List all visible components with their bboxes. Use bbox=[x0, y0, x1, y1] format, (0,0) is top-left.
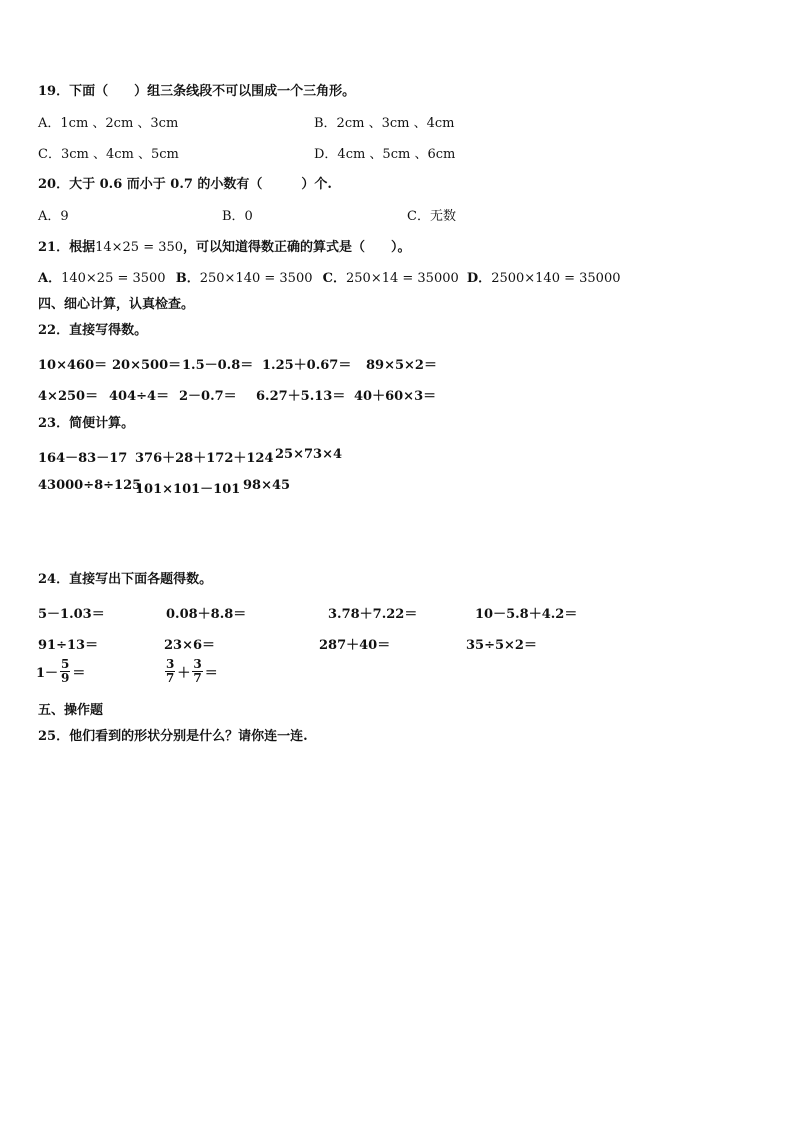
q24-fraction-expr-2 bbox=[163, 658, 218, 685]
fraction-denominator: 9 bbox=[61, 671, 70, 685]
q21-option-c: 250×14 = 35000 bbox=[346, 271, 459, 286]
q24-fraction-expr-1 bbox=[36, 658, 85, 685]
q21-option-d: 2500×140 = 35000 bbox=[491, 271, 621, 286]
q22-row2-item: 404÷4＝ bbox=[109, 389, 170, 404]
q24-stem: 24．直接写出下面各题得数。 bbox=[38, 572, 213, 587]
fraction-numerator: 3 bbox=[166, 657, 175, 671]
q21-stem-equation: 14×25 = 350 bbox=[95, 240, 184, 255]
q23-row1-item: 164－83－17 bbox=[38, 451, 128, 466]
q24-row2-item: 23×6＝ bbox=[164, 638, 216, 653]
q20-option-a: A．9 bbox=[38, 209, 69, 224]
q21-option-c-label: C． bbox=[322, 271, 346, 286]
q20-option-b: B．0 bbox=[222, 209, 253, 224]
q19-option-a: A．1cm 、2cm 、3cm bbox=[38, 116, 179, 131]
fraction-numerator: 3 bbox=[193, 657, 202, 671]
q22-row1-item: 89×5×2＝ bbox=[366, 358, 437, 373]
q22-row1-item: 20×500＝ bbox=[112, 358, 182, 373]
q19-stem: 19．下面（ ）组三条线段不可以围成一个三角形。 bbox=[38, 84, 356, 99]
fraction-denominator: 7 bbox=[193, 671, 202, 685]
q21-option-b-label: B． bbox=[175, 271, 200, 286]
fraction bbox=[192, 658, 202, 685]
q21-stem-pre: 21．根据 bbox=[38, 240, 96, 255]
q24-row2-item: 35÷5×2＝ bbox=[466, 638, 537, 653]
q20-stem: 20．大于 0.6 而小于 0.7 的小数有（ ）个. bbox=[38, 177, 332, 192]
q19-option-d: D．4cm 、5cm 、6cm bbox=[314, 147, 456, 162]
fraction bbox=[60, 658, 70, 685]
q22-row1-item: 10×460＝ bbox=[38, 358, 108, 373]
q21-option-d-label: D． bbox=[466, 271, 492, 286]
q23-row1-item: 376＋28＋172＋124 bbox=[135, 451, 274, 466]
q23-row1-item: 25×73×4 bbox=[275, 447, 343, 462]
q24-row1-item: 0.08＋8.8＝ bbox=[166, 607, 247, 622]
q21-stem-post: ，可以知道得数正确的算式是（ ）。 bbox=[183, 240, 411, 255]
q19-option-c: C．3cm 、4cm 、5cm bbox=[38, 147, 179, 162]
fraction-expr-pre: 1－ bbox=[36, 666, 59, 681]
fraction-expr-post: ＝ bbox=[72, 666, 86, 681]
q24-row1-item: 3.78＋7.22＝ bbox=[328, 607, 418, 622]
fraction-expr-post: ＝ bbox=[204, 666, 218, 681]
q20-option-c: C．无数 bbox=[407, 209, 456, 224]
q21-stem bbox=[38, 240, 411, 256]
q25-stem: 25．他们看到的形状分别是什么？请你连一连. bbox=[38, 729, 308, 744]
q23-stem: 23．简便计算。 bbox=[38, 416, 135, 431]
q21-option-a: 140×25 = 3500 bbox=[61, 271, 166, 286]
q21-options bbox=[38, 271, 621, 287]
q23-row2-item: 101×101－101 bbox=[135, 482, 241, 497]
q22-stem: 22．直接写得数。 bbox=[38, 323, 148, 338]
fraction bbox=[165, 658, 175, 685]
q24-row2-item: 91÷13＝ bbox=[38, 638, 99, 653]
q24-row1-item: 10－5.8＋4.2＝ bbox=[475, 607, 578, 622]
q22-row1-item: 1.5－0.8＝ bbox=[182, 358, 254, 373]
fraction-denominator: 7 bbox=[166, 671, 175, 685]
q22-row2-item: 2－0.7＝ bbox=[179, 389, 237, 404]
q19-option-b: B．2cm 、3cm 、4cm bbox=[314, 116, 455, 131]
fraction-expr-op: ＋ bbox=[177, 666, 191, 681]
q21-option-b: 250×140 = 3500 bbox=[199, 271, 313, 286]
q22-row2-item: 6.27＋5.13＝ bbox=[256, 389, 346, 404]
section-4-title: 四、细心计算，认真检查。 bbox=[38, 297, 195, 312]
fraction-numerator: 5 bbox=[61, 657, 70, 671]
q22-row1-item: 1.25＋0.67＝ bbox=[262, 358, 352, 373]
section-5-title: 五、操作题 bbox=[38, 703, 104, 718]
q24-row2-item: 287＋40＝ bbox=[319, 638, 391, 653]
q23-row2-item: 43000÷8÷125 bbox=[38, 478, 142, 493]
q22-row2-item: 40＋60×3＝ bbox=[354, 389, 437, 404]
q22-row2-item: 4×250＝ bbox=[38, 389, 99, 404]
q24-row1-item: 5－1.03＝ bbox=[38, 607, 105, 622]
q21-option-a-label: A． bbox=[38, 271, 62, 286]
q23-row2-item: 98×45 bbox=[243, 478, 291, 493]
